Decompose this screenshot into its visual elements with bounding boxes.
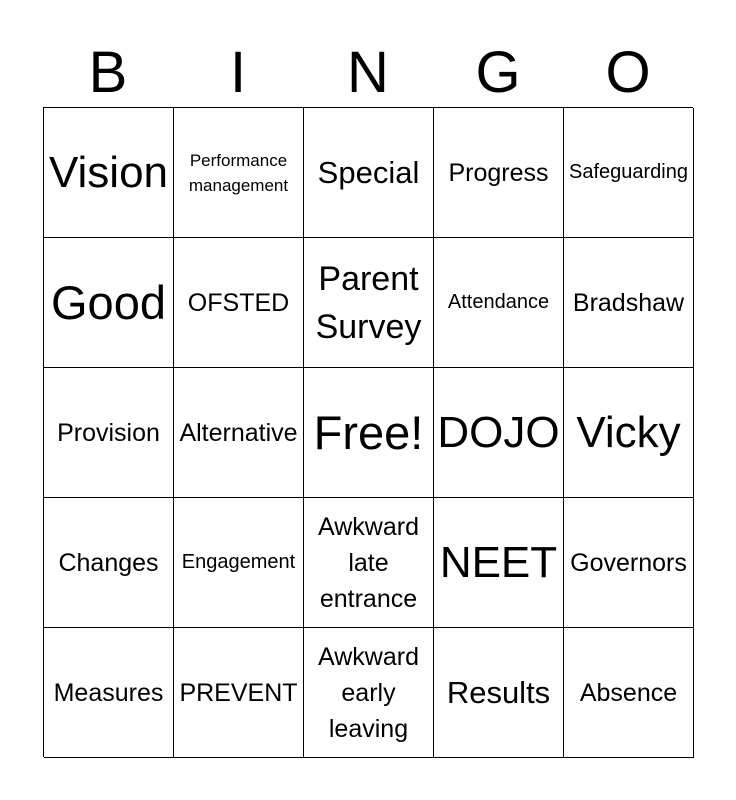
bingo-cell-text: Engagement [181,551,296,573]
bingo-cell-text: entrance [319,584,418,613]
bingo-cell-text: Absence [579,678,678,707]
bingo-cell-text: early [341,678,396,707]
bingo-cell-text: Alternative [179,418,298,447]
bingo-cell[interactable] [44,238,174,368]
bingo-cell[interactable] [44,498,174,628]
bingo-header [43,40,693,106]
bingo-cell-text: Bradshaw [572,288,685,317]
bingo-cell-text: Awkward [318,642,419,671]
bingo-cell[interactable] [304,108,434,238]
bingo-cell-text: Measures [53,678,164,707]
bingo-cell[interactable] [44,368,174,498]
bingo-cell-text: Free! [313,405,424,459]
bingo-cell-text: Changes [58,548,159,577]
header-letter-o: O [605,40,651,105]
bingo-cell-text: Vicky [576,407,681,457]
bingo-cell-text: Special [317,154,420,190]
bingo-cell[interactable] [564,628,694,758]
bingo-cell[interactable] [304,238,434,368]
bingo-cell-text: management [188,175,289,195]
bingo-cell-text: Provision [57,418,160,447]
bingo-cell[interactable] [44,108,174,238]
bingo-cell[interactable] [304,498,434,628]
bingo-cell[interactable] [174,368,304,498]
bingo-cell[interactable] [304,368,434,498]
bingo-cell[interactable] [434,368,564,498]
bingo-board [43,107,693,757]
bingo-cell[interactable] [564,498,694,628]
bingo-cell-text: Good [51,275,166,329]
bingo-cell[interactable] [174,498,304,628]
bingo-cell-text: Progress [448,158,549,187]
header-letter-b: B [88,40,128,105]
bingo-cell-text: Parent [318,259,419,298]
bingo-cell-text: Results [446,674,551,710]
bingo-cell[interactable] [434,238,564,368]
bingo-cell[interactable] [434,498,564,628]
bingo-cell[interactable] [174,238,304,368]
bingo-cell[interactable] [434,628,564,758]
bingo-cell-text: Safeguarding [569,161,688,183]
bingo-cell-text: Attendance [447,291,550,313]
bingo-cell[interactable] [564,238,694,368]
bingo-cell-text: Vision [48,147,169,197]
bingo-cell-text: OFSTED [187,288,290,317]
bingo-cell[interactable] [174,628,304,758]
bingo-cell-text: DOJO [437,407,560,457]
bingo-cell[interactable] [564,368,694,498]
header-letter-i: I [229,40,247,105]
bingo-cell-text: Performance [189,150,288,170]
bingo-cell-text: PREVENT [179,678,298,707]
bingo-cell[interactable] [44,628,174,758]
bingo-cell-text: Survey [315,307,422,346]
bingo-cell[interactable] [304,628,434,758]
bingo-cell-text: late [348,548,389,577]
bingo-cell[interactable] [564,108,694,238]
bingo-cell[interactable] [434,108,564,238]
bingo-cell[interactable] [174,108,304,238]
header-letter-n: N [347,40,389,105]
bingo-cell-text: Awkward [318,512,419,541]
bingo-cell-text: leaving [328,714,409,743]
header-letter-g: G [475,40,521,105]
bingo-cell-text: Governors [570,548,687,577]
bingo-cell-text: NEET [439,537,558,587]
